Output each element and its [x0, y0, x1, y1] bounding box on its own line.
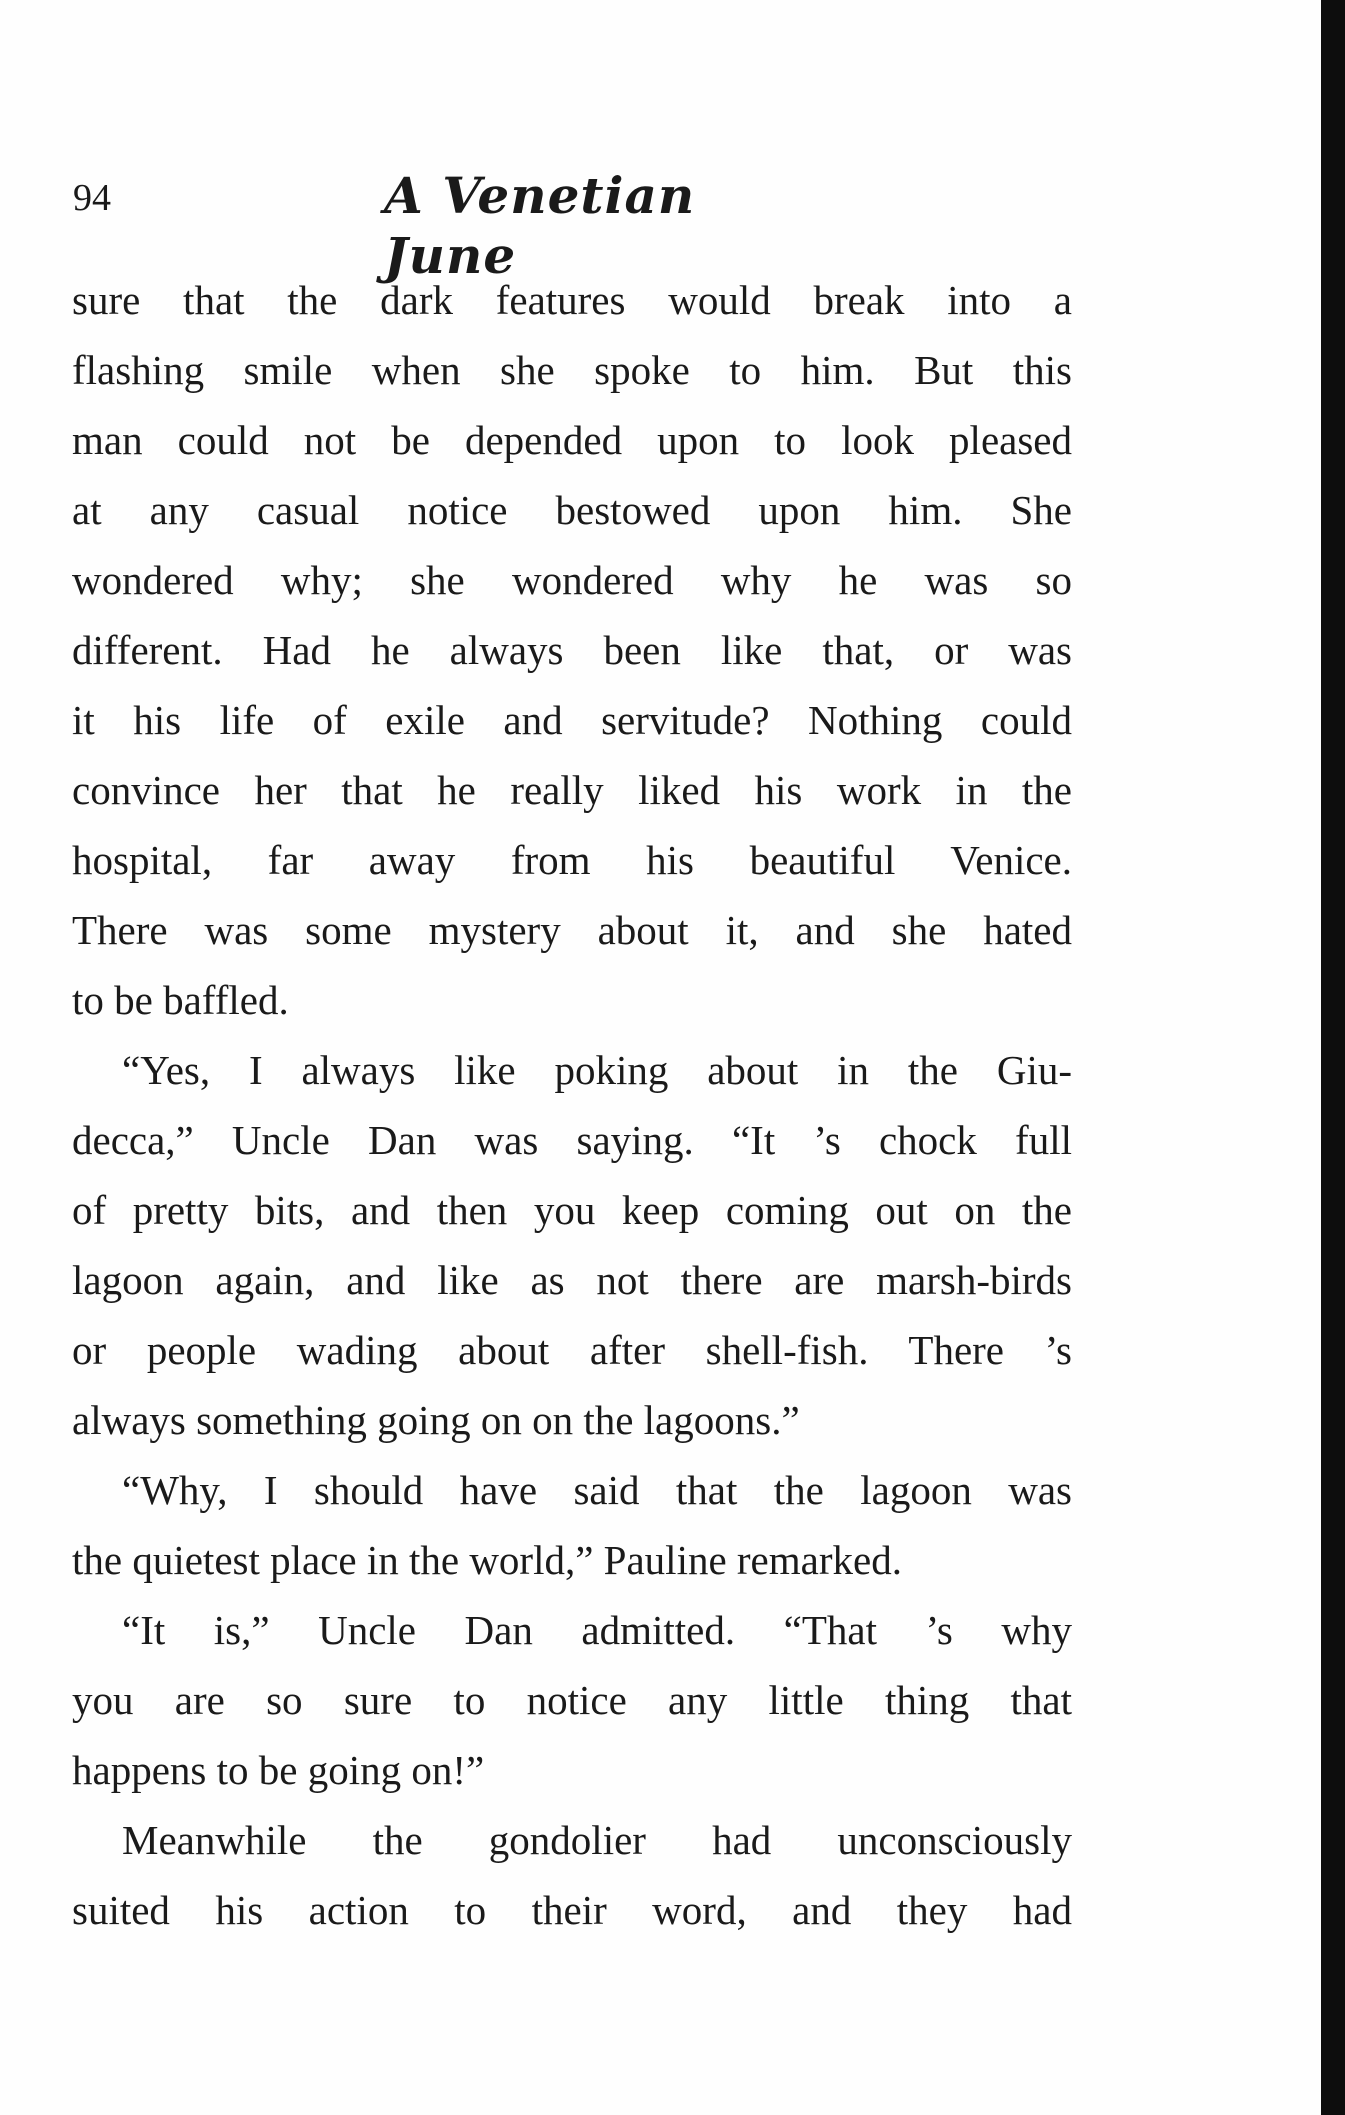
text-line: different. Had he always been like that, or was [72, 627, 1072, 673]
text-line: hospital, far away from his beautiful Venice. [72, 837, 1072, 883]
text-line: wondered why; she wondered why he was so [72, 557, 1072, 603]
text-line: “It is,” Uncle Dan admitted. “That ’s why [122, 1607, 1072, 1653]
text-line: of pretty bits, and then you keep coming out on the [72, 1187, 1072, 1233]
body-text [72, 265, 1072, 1945]
page-edge-shadow [1321, 0, 1345, 2115]
text-line: suited his action to their word, and they had [72, 1887, 1072, 1933]
text-line: Meanwhile the gondolier had unconsciously [122, 1817, 1072, 1863]
text-line: “Why, I should have said that the lagoon was [122, 1467, 1072, 1513]
text-line: it his life of exile and servitude? Nothing could [72, 697, 1072, 743]
text-line: convince her that he really liked his work in the [72, 767, 1072, 813]
text-line: There was some mystery about it, and she hated [72, 907, 1072, 953]
text-line: lagoon again, and like as not there are marsh-birds [72, 1257, 1072, 1303]
text-line: or people wading about after shell-fish. There ’s [72, 1327, 1072, 1373]
text-line: sure that the dark features would break into a [72, 277, 1072, 323]
text-line: always something going on on the lagoons.” [72, 1397, 800, 1443]
text-line: you are so sure to notice any little thing that [72, 1677, 1072, 1723]
text-line: to be baffled. [72, 977, 289, 1023]
text-line: man could not be depended upon to look pleased [72, 417, 1072, 463]
text-line: flashing smile when she spoke to him. But this [72, 347, 1072, 393]
text-line: the quietest place in the world,” Pauline remarked. [72, 1537, 902, 1583]
text-line: happens to be going on!” [72, 1747, 485, 1793]
page-number: 94 [73, 177, 111, 219]
running-title: A Venetian June [384, 166, 696, 285]
text-line: at any casual notice bestowed upon him. She [72, 487, 1072, 533]
text-line: “Yes, I always like poking about in the Giu- [122, 1047, 1072, 1093]
text-line: decca,” Uncle Dan was saying. “It ’s chock full [72, 1117, 1072, 1163]
